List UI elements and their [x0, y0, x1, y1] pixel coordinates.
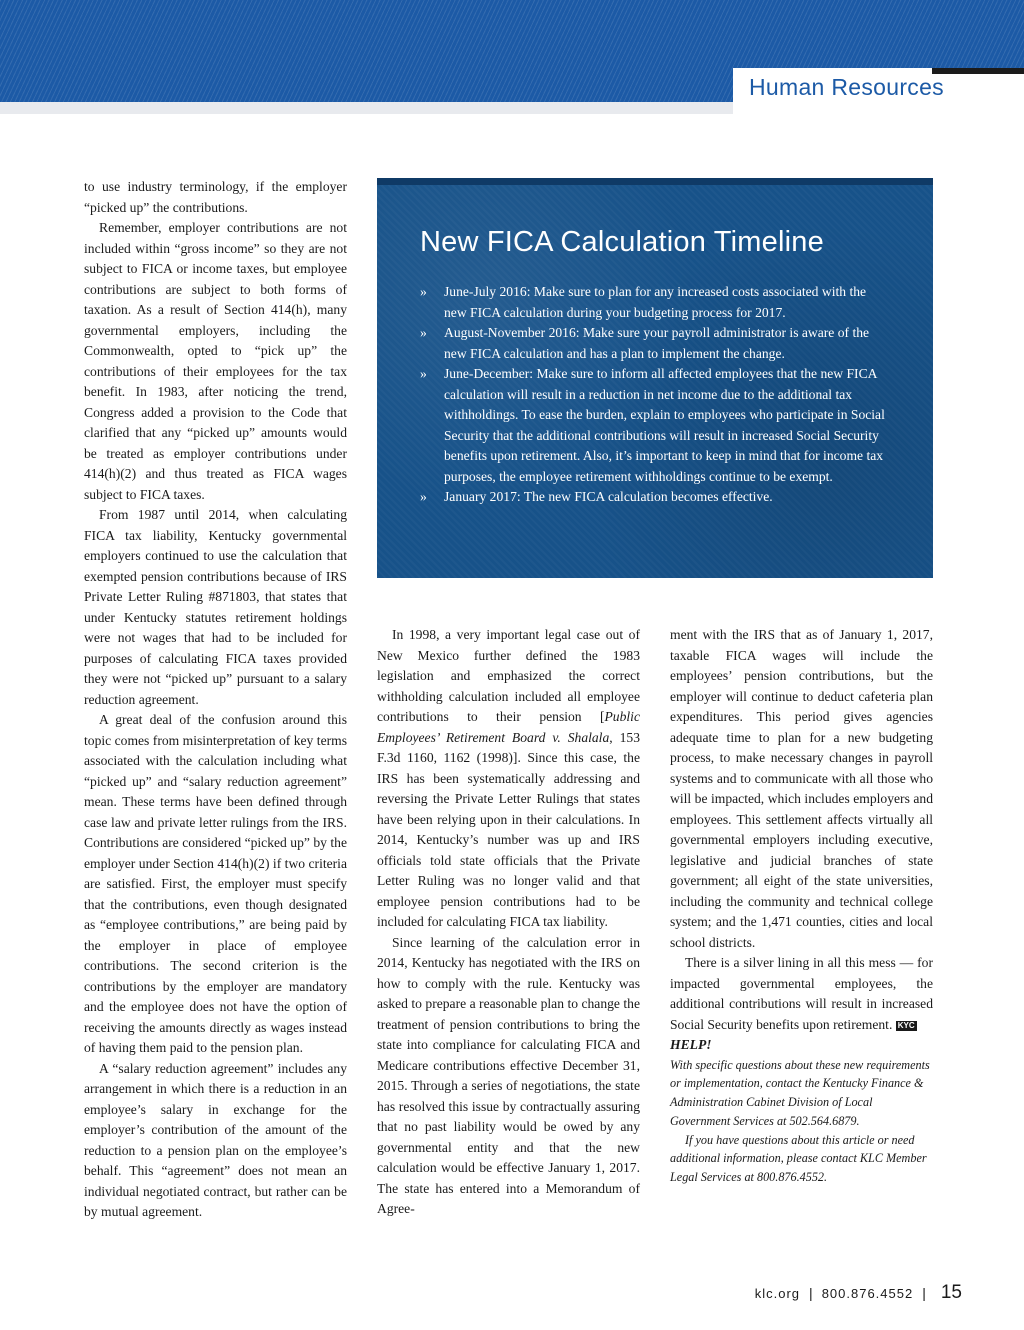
paragraph-text: There is a silver lining in all this mess — for impacted governmental employees, the additional contributions will result in increased Social Security benefits upon retirement. [670, 955, 933, 1032]
help-text: If you have questions about this article or need additional information, please contact KLC Member Legal Services at 800.876.4552. [670, 1132, 927, 1185]
paragraph: A great deal of the confusion around this topic comes from misinterpretation of key terms associated with the calculation including what “picked up” and “salary reduction agreement” mean. These terms have been defined through case law and private letter rulings from the IRS. Contributions are considered “picked up” by the employer under Section 414(h)(2) if two criteria are satisfied. First, the employer must specify that the contributions, even though designated as “employee contributions,” are being paid by the employer in place of employee contributions. The second criterion is the contributions by the employer are mandatory and the employee does not have the option of receiving the amounts directly as wages instead of having them paid to the pension plan. [84, 712, 347, 1055]
footer-phone: 800.876.4552 [821, 1286, 914, 1301]
help-heading: HELP! [670, 1037, 712, 1052]
paragraph-text: In 1998, a very important legal case out of New Mexico further defined the 1983 legislation and emphasized the correct withholding calculation included all employee contributions to their pension [ [377, 627, 640, 724]
timeline-item-text: June-July 2016: Make sure to plan for any increased costs associated with the new FICA calculation during your budgeting process for 2017. [444, 284, 867, 320]
footer-separator: | [922, 1285, 926, 1301]
header-underline [0, 102, 733, 114]
section-label: Human Resources [749, 74, 944, 100]
paragraph: A “salary reduction agreement” includes any arrangement in which there is a reduction in an employee’s salary in exchange for the employer’s contribution of the amount of the reduction to a pension plan on the employee’s behalf. This “agreement” does not mean an individual negotiated contract, but rather can be by mutual agreement. [84, 1060, 347, 1219]
paragraph: to use industry terminology, if the employer “picked up” the contributions. [84, 179, 347, 215]
bullet-marker: » [420, 366, 427, 381]
sidebar-top-rule [377, 178, 933, 185]
paragraph: Since learning of the calculation error in 2014, Kentucky has negotiated with the IRS on how to comply with the rule. Kentucky was asked to prepare a reasonable plan to change the treatment of pension contributions to bring the state into compliance for calculating FICA and Medicare contributions effective December 31, 2015. Through a series of negotiations, the state has resolved this issue by contractually assuring that no past liability would be owed by any governmental entity and that the new calculation would be effective January 1, 2017. The state has entered into a Memorandum of Agree- [377, 934, 640, 1216]
footer-website: klc.org [754, 1286, 801, 1301]
page-footer [755, 1282, 962, 1304]
bullet-marker: » [420, 284, 427, 299]
timeline-item-text: August-November 2016: Make sure your payroll administrator is aware of the new FICA calculation and has a plan to implement the change. [444, 325, 870, 361]
article-column-2 [377, 625, 640, 1220]
paragraph [670, 953, 933, 1035]
paragraph: ment with the IRS that as of January 1, 2017, taxable FICA wages will include the employees’ pension contributions, but the employer will continue to deduct cafeteria plan expenditures. This period gives agencies adequate time to plan for a new budgeting process, to make necessary changes in payroll systems and to communicate with all those who will be impacted, which includes employers and employees. This settlement affects virtually all governmental employers including executive, legislative and judicial branches of state government; all eight of the state universities, including the community and technical college system; and the 1,471 counties, cities and local school districts. [670, 627, 933, 950]
bullet-marker: » [420, 325, 427, 340]
sidebar-title: New FICA Calculation Timeline [420, 226, 824, 258]
footer-separator: | [809, 1285, 813, 1301]
bullet-marker: » [420, 489, 427, 504]
article-column-3 [670, 625, 933, 1187]
kyc-end-mark: KYC [897, 1020, 915, 1030]
page-number: 15 [940, 1282, 962, 1303]
section-tab [733, 68, 1024, 116]
timeline-item-text: January 2017: The new FICA calculation becomes effective. [444, 489, 773, 504]
paragraph: From 1987 until 2014, when calculating FICA tax liability, Kentucky governmental employers continued to use the calculation that exempted pension contributions because of IRS Private Letter Ruling #871803, that states that under Kentucky statutes retirement holdings were not wages that had to be included for purposes of calculating FICA taxes provided they were not “picked up” pursuant to a salary reduction agreement. [84, 507, 347, 707]
help-text: With specific questions about these new requirements or implementation, contact the Kentucky Finance & Administration Cabinet Division of Local Government Services at 502.564.6879. [670, 1057, 930, 1128]
paragraph [377, 625, 640, 933]
timeline-sidebar [377, 178, 933, 578]
timeline-item [420, 487, 890, 508]
article-column-1 [84, 177, 347, 1223]
timeline-item [420, 282, 890, 323]
timeline-item-text: June-December: Make sure to inform all affected employees that the new FICA calculation will result in a reduction in net income due to the additional tax withholdings. To ease the burden, explain to employees who participate in Social Security that the additional contributions will result in increased Social Security benefits upon retirement. Also, it’s important to keep in mind that for income tax purposes, the employee retirement withholdings continue to be exempt. [444, 366, 885, 484]
paragraph: Remember, employer contributions are not included within “gross income” so they are not subject to FICA or income taxes, but employee contributions are subject to both forms of taxation. As a result of Section 414(h), many governmental employers, including the Commonwealth, opted to “pick up” the contributions of their employees for the tax benefit. In 1983, after noticing the trend, Congress added a provision to the Code that clarified that any “picked up” amounts would be treated as employer contributions under 414(h)(2) and thus treated as FICA wages subject to FICA taxes. [84, 220, 347, 502]
timeline-item [420, 323, 890, 364]
section-tab-corner [932, 68, 1024, 74]
timeline-item [420, 364, 890, 487]
paragraph-text: , 153 F.3d 1160, 1162 (1998)]. Since this case, the IRS has been systematically addressing and reversing the Private Letter Rulings that states have been relying upon in their calculations. In 2014, Kentucky’s number was up and IRS officials told state officials that the Private Letter Ruling was no longer valid and that employee pension contributions had to be included for calculating FICA tax liability. [377, 729, 640, 929]
timeline-list [420, 282, 890, 508]
case-citation: Public Employees’ Retirement Board v. Shalala [377, 709, 640, 745]
